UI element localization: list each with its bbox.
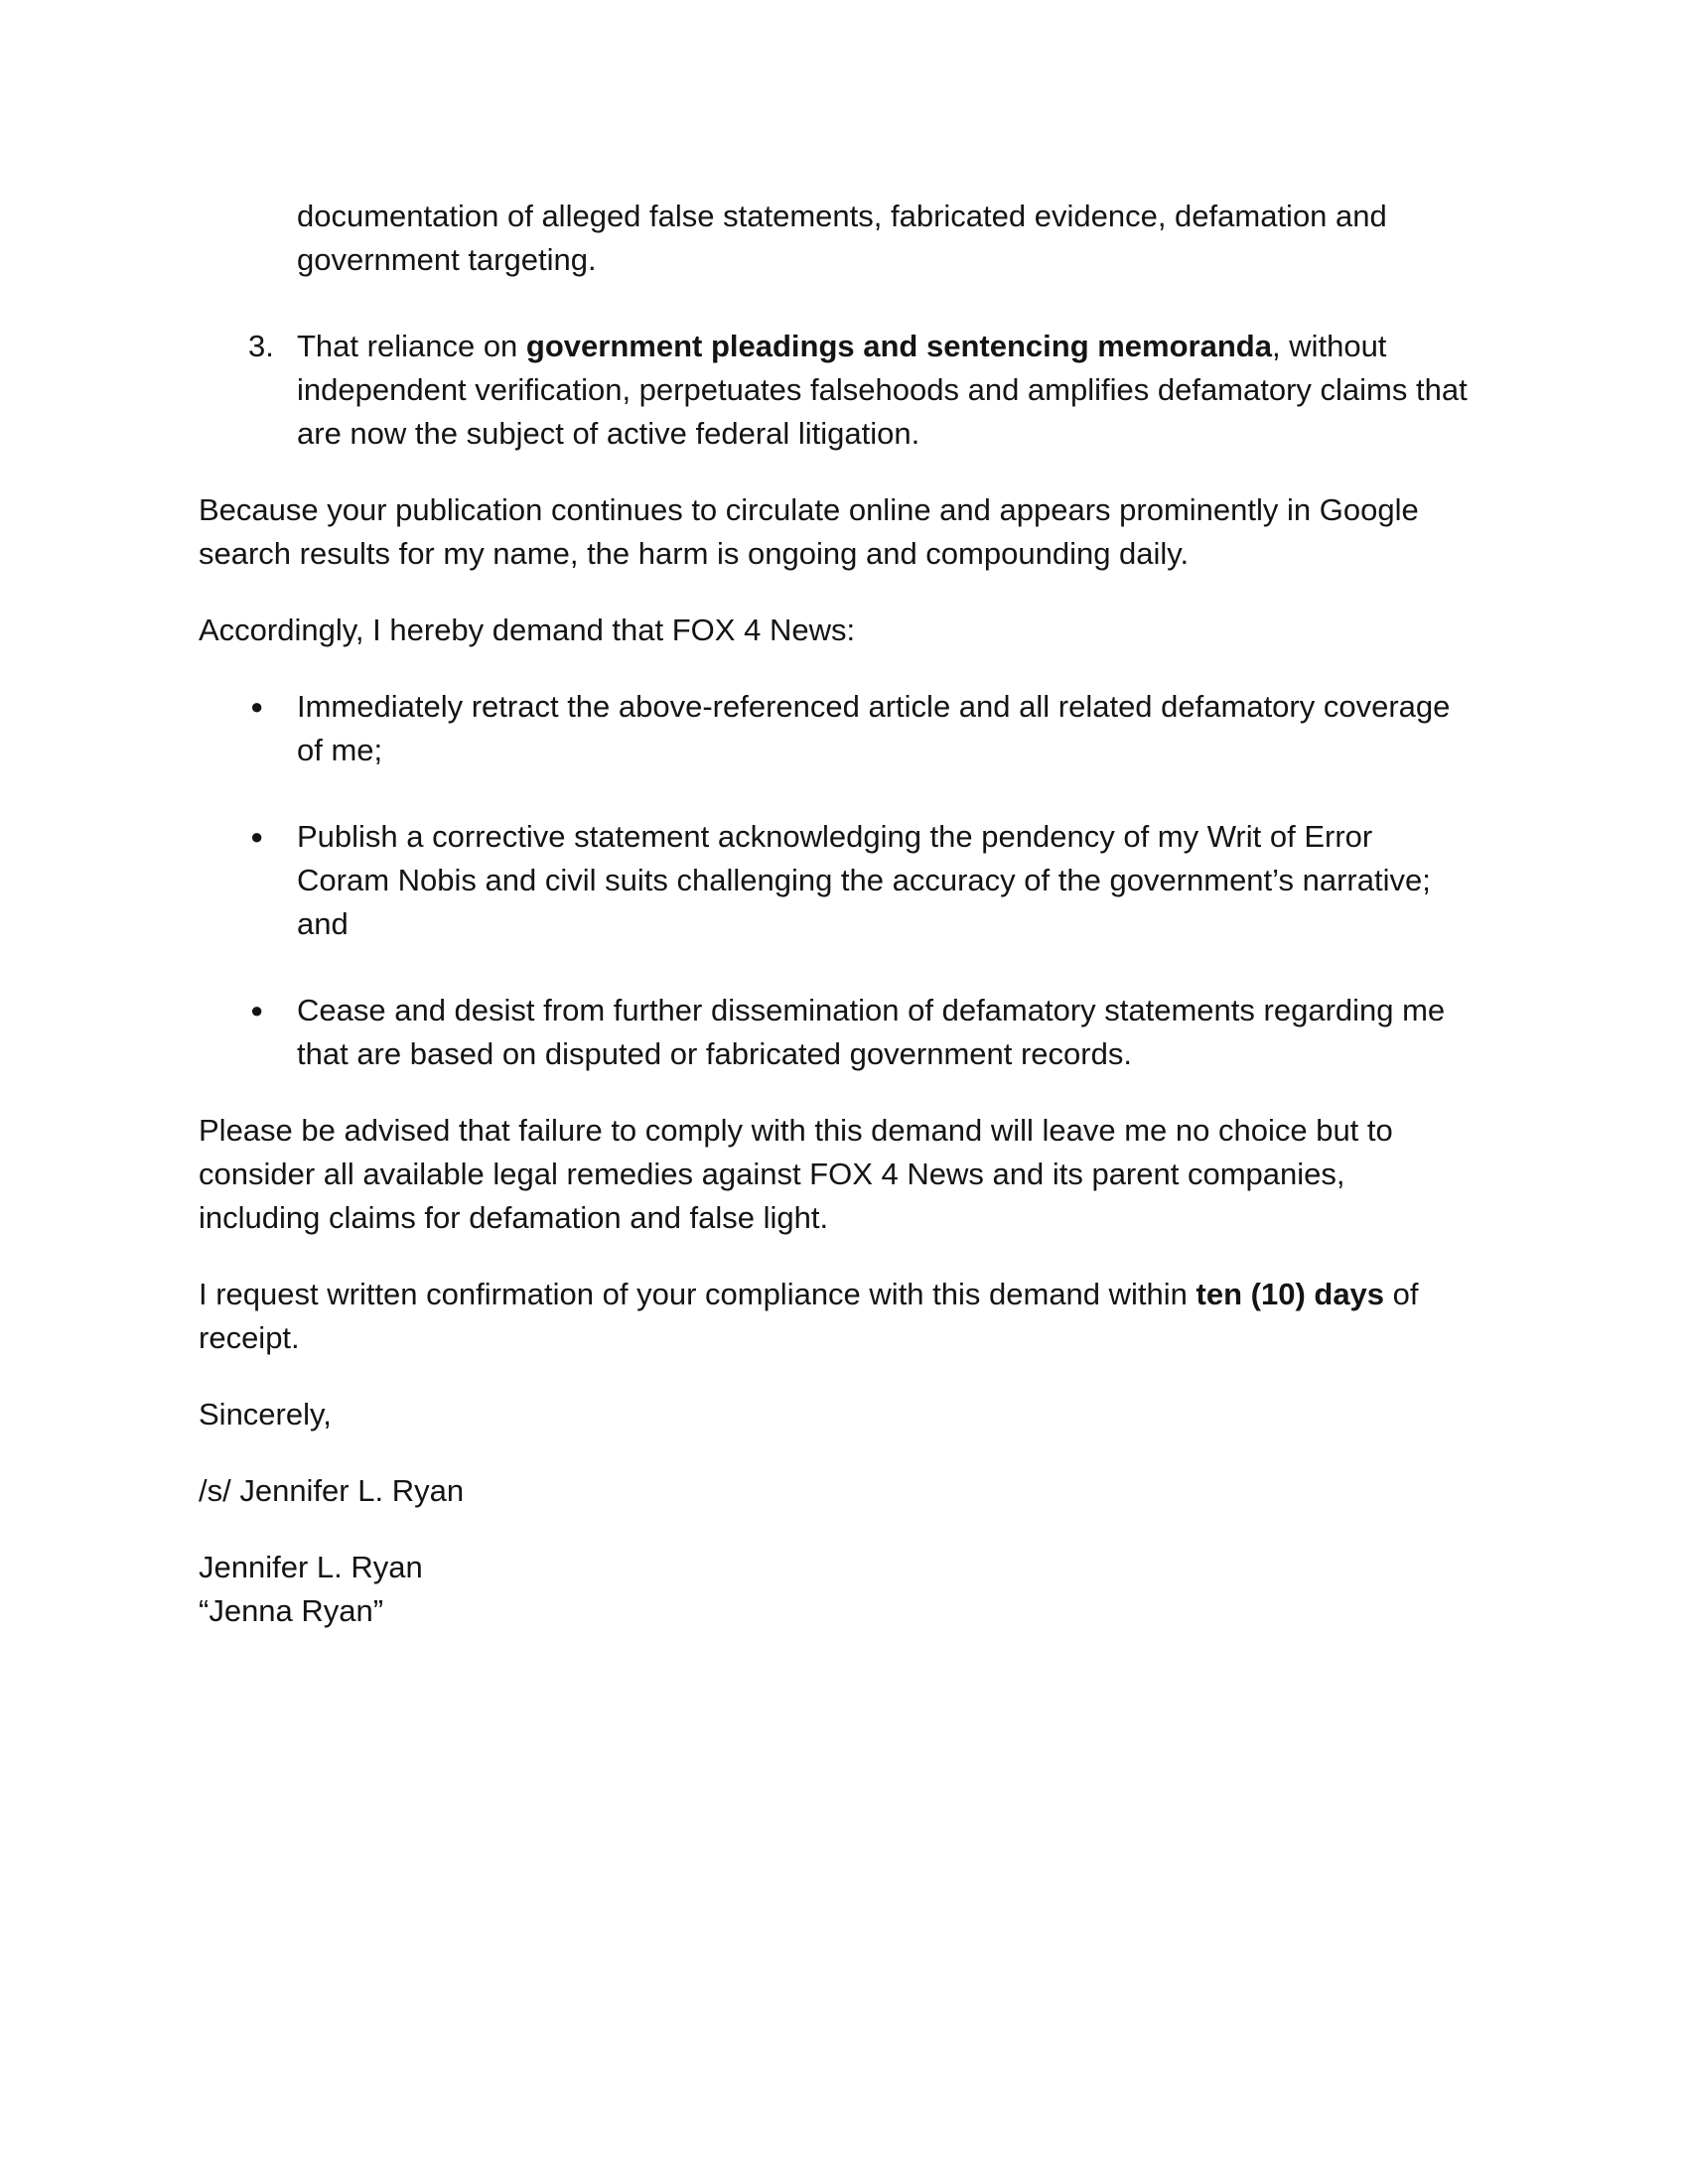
demand-item-1: [199, 685, 1470, 772]
bullet-icon: ●: [250, 824, 264, 849]
confirmation-before: I request written confirmation of your compliance with this demand within: [199, 1277, 1196, 1311]
paragraph-confirmation: [199, 1273, 1470, 1360]
confirmation-after: of receipt.: [199, 1277, 1419, 1355]
demand-item-3: [199, 989, 1470, 1076]
bullet-icon: ●: [250, 694, 264, 719]
paragraph-demand-intro: Accordingly, I hereby demand that FOX 4 News:: [199, 613, 856, 647]
confirmation-bold: ten (10) days: [1196, 1277, 1385, 1311]
list-number: 3.: [248, 329, 274, 363]
list-item-3-text-bold: government pleadings and sentencing memoranda: [525, 329, 1272, 363]
list-item-3-text-before: That reliance on: [297, 329, 526, 363]
list-item-3-text: [297, 325, 1470, 456]
bullet-icon: ●: [250, 998, 264, 1023]
demand-item-text: Immediately retract the above-referenced article and all related defamatory coverage of me;: [297, 689, 1451, 767]
list-item-3: [199, 325, 1470, 456]
demand-item-2: [199, 815, 1470, 946]
demand-item-text: Publish a corrective statement acknowledging the pendency of my Writ of Error Coram Nobis and civil suits challenging the accuracy of the government’s narrative; and: [297, 819, 1431, 941]
closing: Sincerely,: [199, 1397, 332, 1432]
list-item-3-text-after: , without independent verification, perpetuates falsehoods and amplifies defamatory claims that are now the subject of active federal litigation.: [297, 329, 1468, 451]
paragraph-advised: Please be advised that failure to comply with this demand will leave me no choice but to consider all available legal remedies against FOX 4 News and its parent companies, including claims for defamation and false light.: [199, 1113, 1393, 1235]
continued-list-item-text: documentation of alleged false statements, fabricated evidence, defamation and government targeting.: [297, 199, 1387, 277]
paragraph-harm: Because your publication continues to circulate online and appears prominently in Google search results for my name, the harm is ongoing and compounding daily.: [199, 492, 1419, 571]
signer-name: Jennifer L. Ryan: [199, 1550, 423, 1584]
signature: /s/ Jennifer L. Ryan: [199, 1473, 465, 1508]
signer-block: [199, 1546, 1470, 1633]
signer-alias: “Jenna Ryan”: [199, 1593, 384, 1628]
demand-item-text: Cease and desist from further dissemination of defamatory statements regarding me that are based on disputed or fabricated government records.: [297, 993, 1446, 1071]
